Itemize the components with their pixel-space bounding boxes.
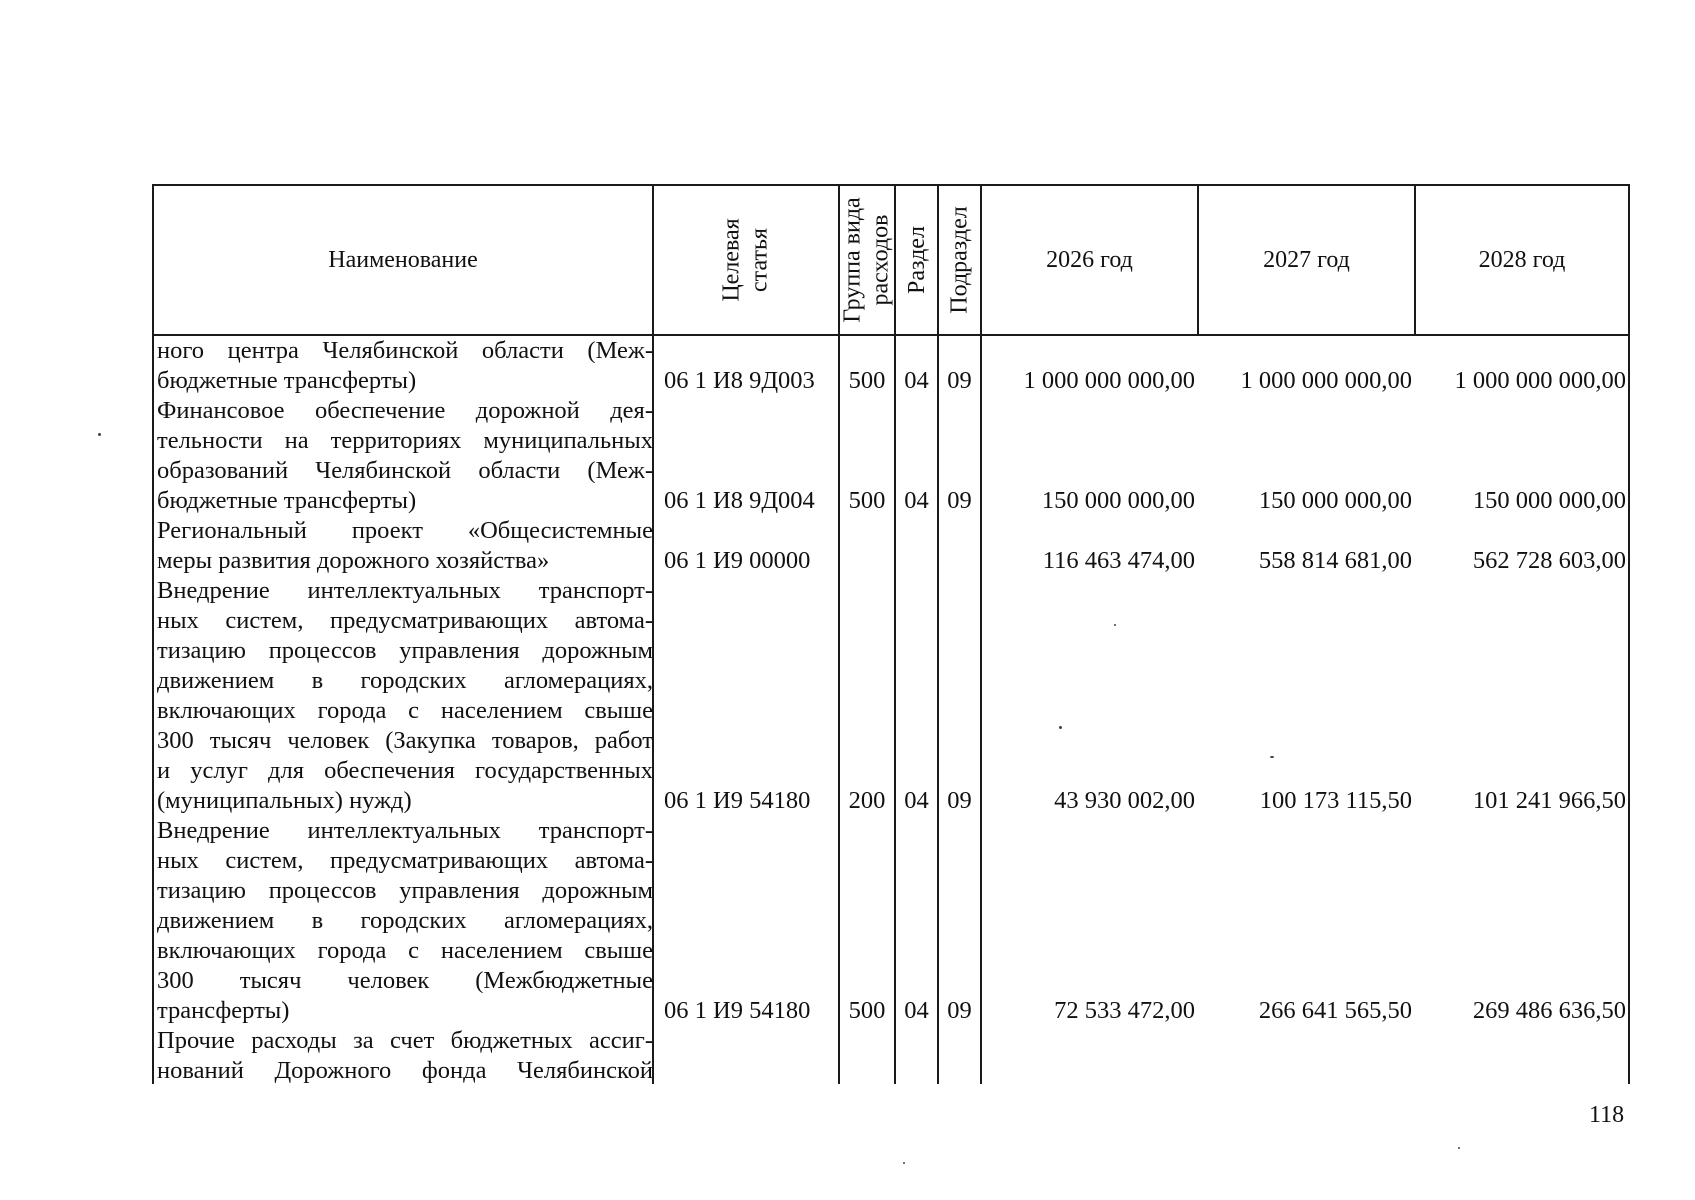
row-2028: 562 728 603,00: [1472, 547, 1626, 574]
row-2027: 150 000 000,00: [1258, 487, 1412, 514]
row-2026: 1 000 000 000,00: [1023, 367, 1195, 394]
row-name: Прочие расходы за счет бюджетных ассиг- нований Дорожного фонда Челябинской: [157, 1027, 653, 1084]
header-expense-group-text: Группа вида расходов: [840, 197, 894, 323]
row-code: 06 1 И9 00000: [664, 547, 811, 574]
row-2026: 72 533 472,00: [1054, 997, 1195, 1024]
row-name: Финансовое обеспечение дорожной дея- тельности на территориях муниципальных образований Челябинской области (Меж- бюджетные трансферты): [157, 397, 653, 514]
header-2027: 2027 год: [1263, 247, 1350, 273]
row-group: 500: [848, 997, 886, 1024]
header-subsection: Подраздел: [946, 206, 973, 314]
row-group: 500: [848, 367, 886, 394]
scan-speck: [1458, 1147, 1460, 1149]
row-2026: 116 463 474,00: [1042, 547, 1195, 574]
row-code: 06 1 И8 9Д004: [664, 487, 815, 514]
page-number: 118: [1589, 1102, 1625, 1128]
row-code: 06 1 И9 54180: [664, 997, 811, 1024]
row-subsection: 09: [947, 997, 972, 1024]
row-section: 04: [904, 367, 929, 394]
row-section: 04: [904, 997, 929, 1024]
row-subsection: 09: [947, 787, 972, 814]
header-expense-group: [840, 186, 894, 334]
row-section: 04: [904, 787, 929, 814]
row-2028: 269 486 636,50: [1472, 997, 1626, 1024]
row-name: Внедрение интеллектуальных транспорт- ных систем, предусматривающих автома- тизацию процессов управления дорожным движением в городских агломерациях, включающих города с населением свыше 300 тысяч человек (Закупка товаров, работ и услуг для обеспечения государственных (муниципальных) нужд): [157, 577, 653, 814]
row-section: 04: [904, 487, 929, 514]
scan-speck: [903, 1162, 905, 1164]
row-2027: 100 173 115,50: [1259, 787, 1412, 814]
header-2028: 2028 год: [1478, 247, 1566, 273]
scan-speck: [98, 433, 101, 436]
row-subsection: 09: [947, 487, 972, 514]
row-group: 500: [848, 487, 886, 514]
row-name: Внедрение интеллектуальных транспорт- ных систем, предусматривающих автома- тизацию процессов управления дорожным движением в городских агломерациях, включающих города с населением свыше 300 тысяч человек (Межбюджетные трансферты): [157, 817, 653, 1024]
budget-table: [152, 184, 1630, 1084]
row-2028: 101 241 966,50: [1472, 787, 1626, 814]
scan-speck: [1059, 726, 1062, 729]
row-2028: 1 000 000 000,00: [1454, 367, 1626, 394]
row-2027: 1 000 000 000,00: [1240, 367, 1412, 394]
header-target-article: [654, 186, 838, 334]
row-group: 200: [848, 787, 886, 814]
row-2027: 558 814 681,00: [1258, 547, 1412, 574]
row-2026: 43 930 002,00: [1054, 787, 1195, 814]
row-2027: 266 641 565,50: [1258, 997, 1412, 1024]
scan-speck: [1114, 624, 1116, 626]
row-code: 06 1 И8 9Д003: [664, 367, 815, 394]
row-name: ного центра Челябинской области (Меж- бюджетные трансферты): [157, 337, 653, 394]
row-code: 06 1 И9 54180: [664, 787, 811, 814]
row-subsection: 09: [947, 367, 972, 394]
scan-speck: [1270, 756, 1274, 758]
header-section: Раздел: [903, 226, 930, 294]
col-border-right: [1628, 184, 1630, 1084]
row-name: Региональный проект «Общесистемные меры развития дорожного хозяйства»: [157, 517, 653, 574]
row-2026: 150 000 000,00: [1041, 487, 1195, 514]
header-name: Наименование: [328, 247, 478, 273]
header-target-article-text: Целевая статья: [718, 218, 773, 302]
header-2026: 2026 год: [1046, 247, 1133, 273]
row-2028: 150 000 000,00: [1472, 487, 1626, 514]
